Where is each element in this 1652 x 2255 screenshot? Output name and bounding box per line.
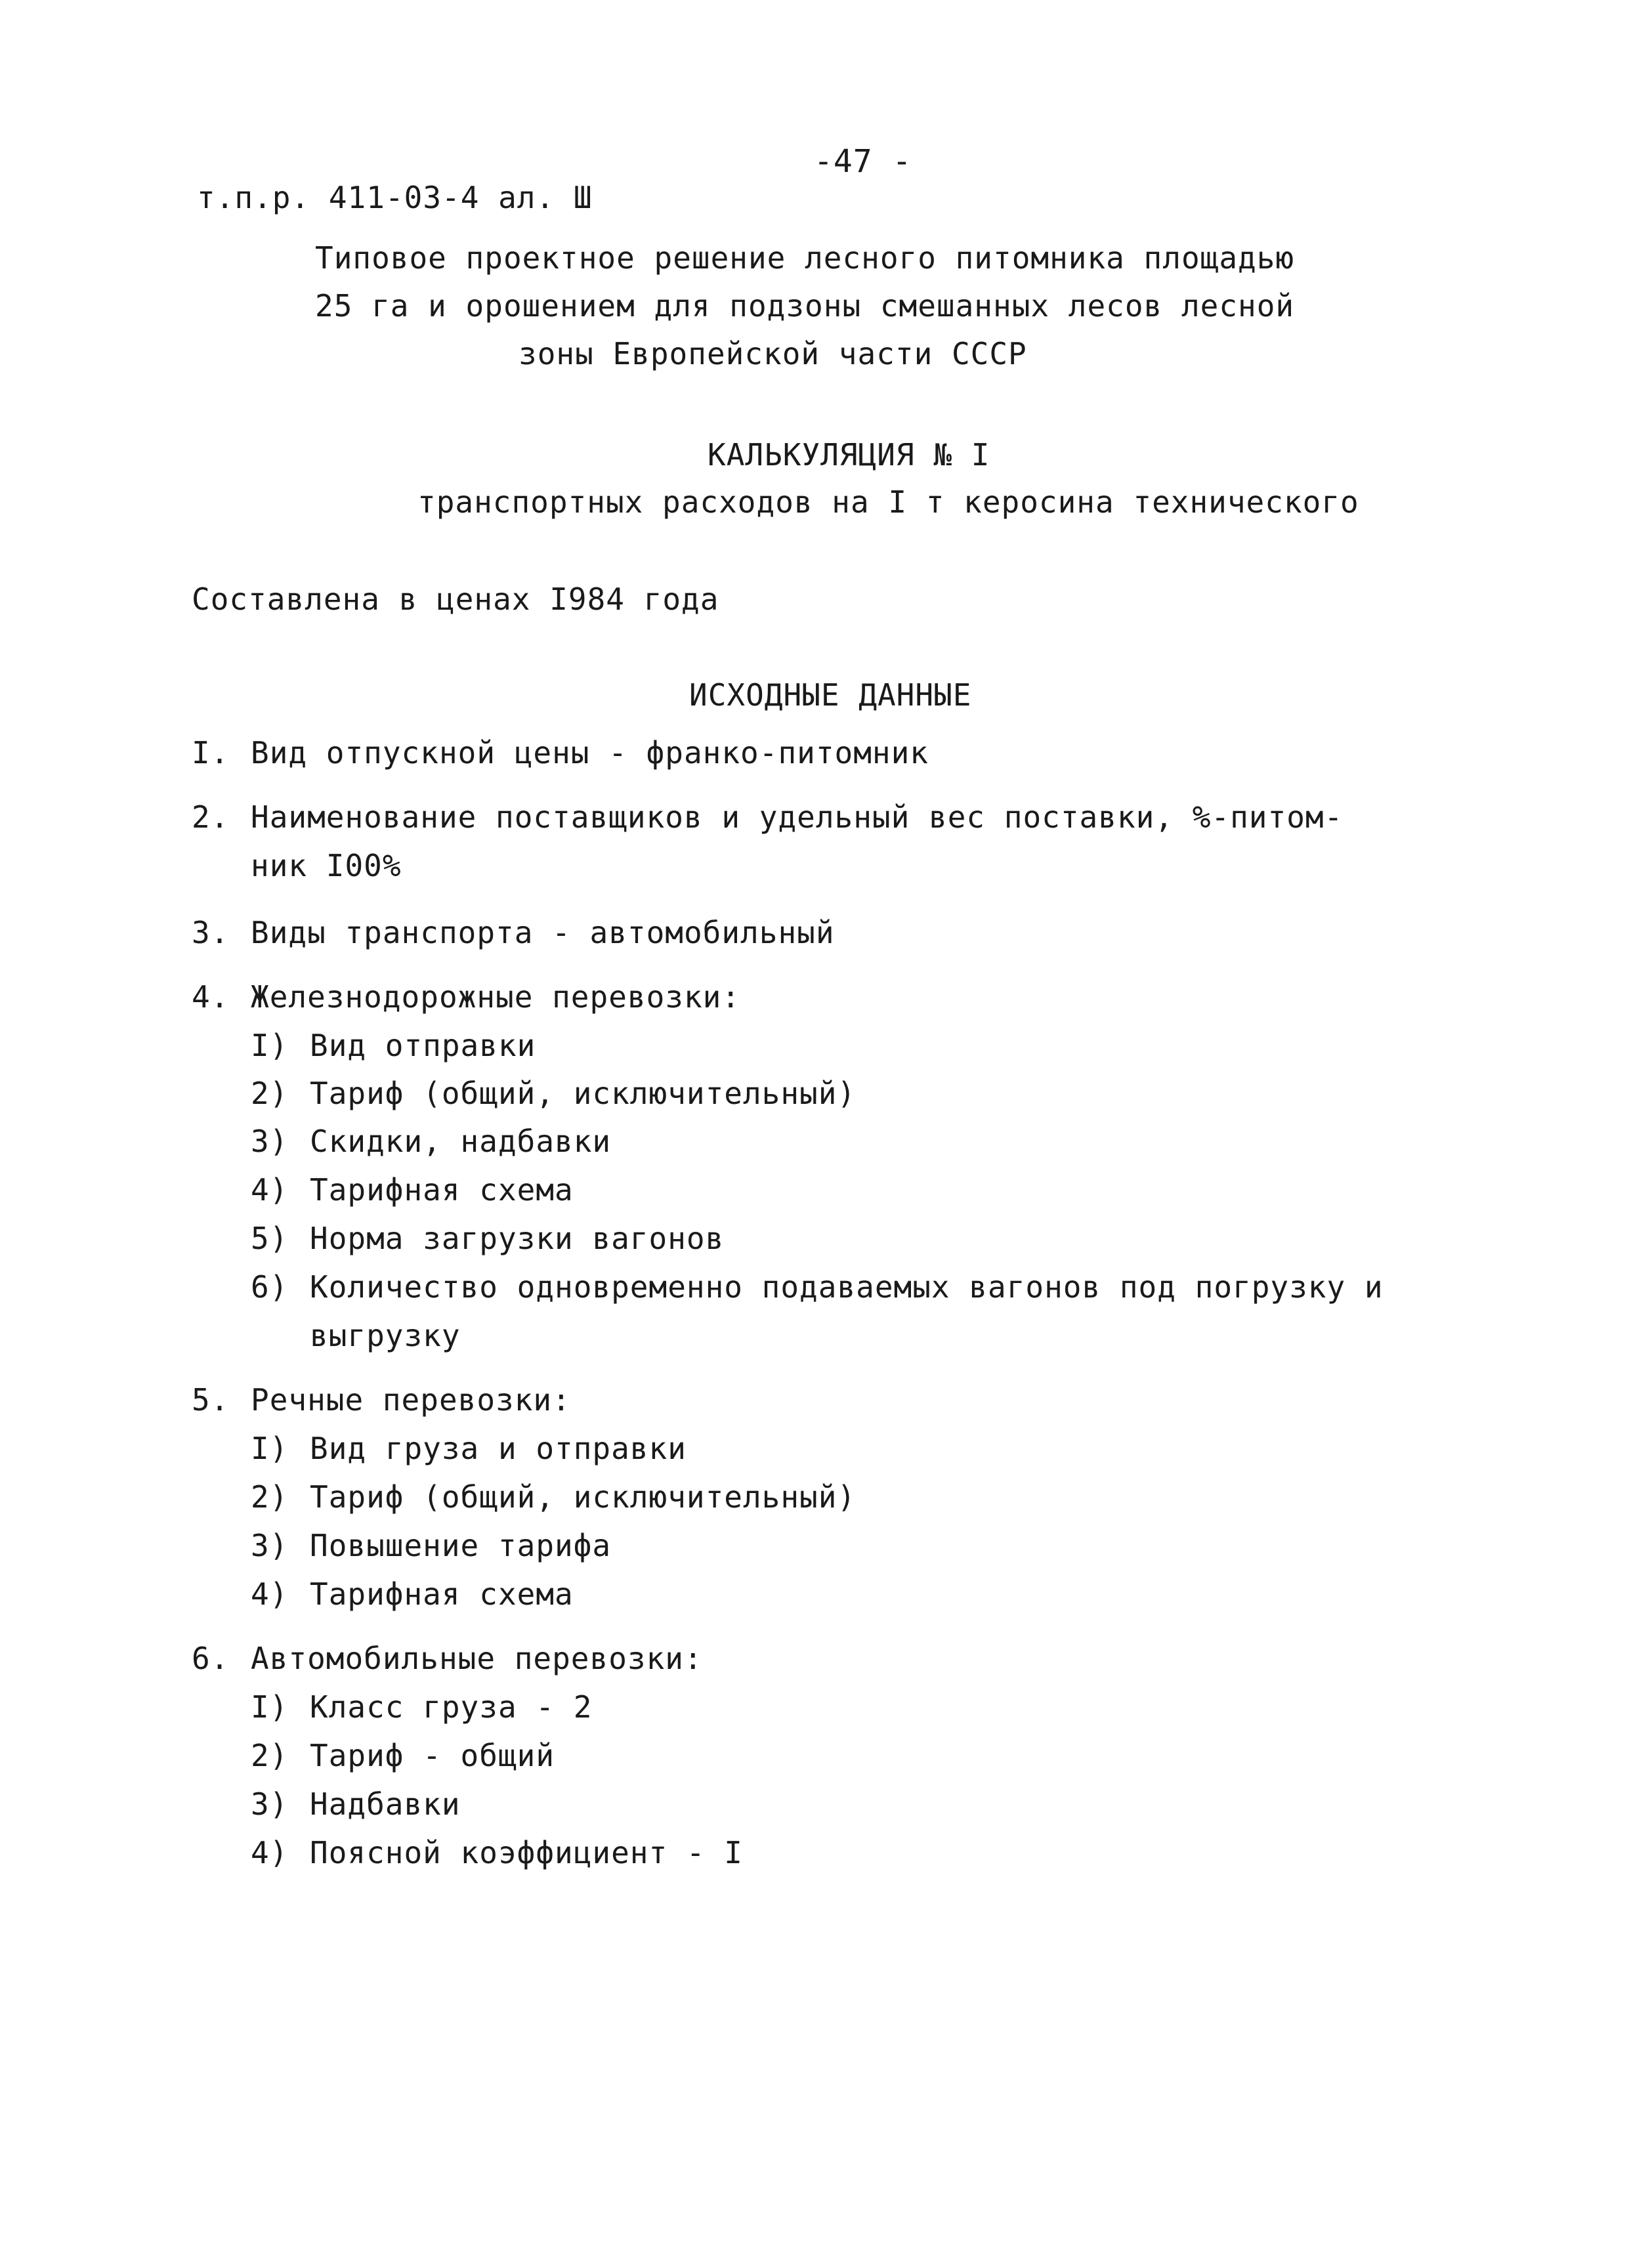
list-item-text: Железнодорожные перевозки: — [251, 979, 741, 1015]
sublist-item-text: Тарифная схема — [310, 1576, 574, 1612]
list-item-number: 5. — [192, 1382, 230, 1418]
sublist-item-number: 4) — [251, 1835, 289, 1870]
section-title: ИСХОДНЫЕ ДАННЫЕ — [689, 677, 972, 713]
sublist-item-6-1 — [251, 1689, 593, 1725]
sublist-item-number: I) — [251, 1689, 289, 1725]
list-item-2 — [192, 799, 1344, 835]
sublist-item-number: 4) — [251, 1576, 289, 1612]
list-item-number: 3. — [192, 915, 230, 950]
sublist-item-4-6 — [251, 1269, 1384, 1305]
sublist-item-number: I) — [251, 1028, 289, 1063]
list-item-text: Наименование поставщиков и удельный вес поставки, %-питом- — [251, 799, 1344, 835]
sublist-item-text: Тариф - общий — [310, 1738, 555, 1773]
list-item-number: 4. — [192, 979, 230, 1015]
sublist-item-6-4 — [251, 1835, 743, 1870]
sublist-item-text: Надбавки — [310, 1786, 461, 1822]
page-number: -47 - — [814, 143, 912, 180]
sublist-item-number: 2) — [251, 1738, 289, 1773]
list-item-6 — [192, 1643, 703, 1674]
sublist-item-number: 3) — [251, 1528, 289, 1563]
sublist-item-text: Вид отправки — [310, 1028, 536, 1063]
sublist-item-number: 5) — [251, 1221, 289, 1256]
sublist-item-text: Поясной коэффициент - I — [310, 1835, 743, 1870]
sublist-item-text: Норма загрузки вагонов — [310, 1221, 725, 1256]
list-item-1 — [192, 735, 929, 770]
sublist-item-number: 6) — [251, 1269, 289, 1305]
sublist-item-text: Скидки, надбавки — [310, 1124, 612, 1159]
sublist-item-number: 3) — [251, 1124, 289, 1159]
sublist-item-4-5 — [251, 1223, 724, 1254]
calculation-title: КАЛЬКУЛЯЦИЯ № I — [708, 437, 990, 473]
sublist-item-5-3 — [251, 1530, 611, 1561]
sublist-item-6-2 — [251, 1740, 555, 1771]
sublist-item-text: Тариф (общий, исключительный) — [310, 1076, 857, 1111]
list-item-3 — [192, 917, 835, 948]
sublist-item-5-2 — [251, 1479, 857, 1515]
sublist-item-text: Класс груза - 2 — [310, 1689, 593, 1725]
sublist-item-4-1 — [251, 1030, 536, 1061]
sublist-item-4-2 — [251, 1076, 857, 1111]
document-title-line-1: Типовое проектное решение лесного питомника площадью — [315, 240, 1295, 276]
sublist-item-4-4 — [251, 1172, 574, 1208]
list-item-2-continuation: ник I00% — [251, 848, 402, 883]
list-item-number: I. — [192, 735, 230, 770]
calculation-subtitle: транспортных расходов на I т керосина технического — [417, 484, 1359, 520]
document-code: т.п.р. 411-03-4 ал. Ш — [197, 180, 593, 215]
sublist-item-number: 2) — [251, 1479, 289, 1515]
prices-note: Составлена в ценах I984 года — [192, 581, 719, 617]
document-title-line-2: 25 га и орошением для подзоны смешанных лесов лесной — [315, 288, 1295, 324]
sublist-item-number: 2) — [251, 1076, 289, 1111]
list-item-text: Виды транспорта - автомобильный — [251, 915, 835, 950]
sublist-item-text: Количество одновременно подаваемых вагонов под погрузку и — [310, 1269, 1384, 1305]
sublist-item-4-6-continuation: выгрузку — [310, 1318, 461, 1353]
list-item-4 — [192, 979, 741, 1015]
list-item-number: 6. — [192, 1641, 230, 1676]
list-item-text: Вид отпускной цены - франко-питомник — [251, 735, 929, 770]
sublist-item-6-3 — [251, 1786, 461, 1822]
sublist-item-5-4 — [251, 1576, 574, 1612]
sublist-item-4-3 — [251, 1124, 612, 1159]
list-item-text: Автомобильные перевозки: — [251, 1641, 703, 1676]
sublist-item-text: Тарифная схема — [310, 1172, 574, 1208]
sublist-item-text: Вид груза и отправки — [310, 1431, 687, 1466]
list-item-5 — [192, 1382, 571, 1418]
sublist-item-number: 3) — [251, 1786, 289, 1822]
sublist-item-number: 4) — [251, 1172, 289, 1208]
sublist-item-5-1 — [251, 1433, 687, 1464]
sublist-item-number: I) — [251, 1431, 289, 1466]
list-item-number: 2. — [192, 799, 230, 835]
sublist-item-text: Повышение тарифа — [310, 1528, 612, 1563]
list-item-text: Речные перевозки: — [251, 1382, 571, 1418]
sublist-item-text: Тариф (общий, исключительный) — [310, 1479, 857, 1515]
document-title-line-3: зоны Европейской части СССР — [519, 336, 1027, 371]
